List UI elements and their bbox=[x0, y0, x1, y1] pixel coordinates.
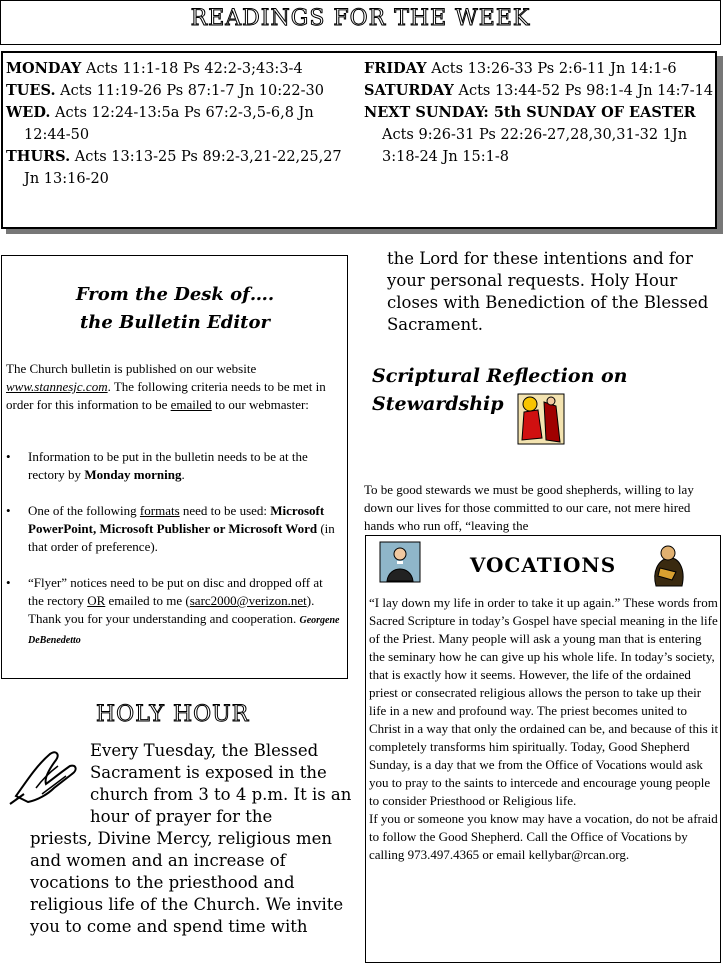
readings-right-column bbox=[364, 58, 714, 168]
reading-monday bbox=[6, 58, 356, 80]
praying-hands-icon bbox=[6, 744, 88, 810]
bullet-item-flyer bbox=[6, 574, 341, 650]
website-link[interactable]: www.stannesjc.com bbox=[6, 379, 108, 394]
editor-intro bbox=[6, 360, 339, 414]
reading-next-sunday bbox=[364, 102, 714, 168]
reading-day: SATURDAY bbox=[364, 82, 454, 99]
editor-heading bbox=[40, 281, 310, 337]
bullet-item-formats bbox=[6, 502, 341, 556]
praying-figure-icon bbox=[516, 392, 566, 446]
reflection-title: Scriptural Reflection on Stewardship bbox=[372, 365, 628, 415]
reading-day: THURS. bbox=[6, 148, 71, 165]
editor-signature: Georgene DeBenedetto bbox=[28, 615, 340, 646]
holy-hour-title: HOLY HOUR bbox=[96, 702, 250, 727]
reading-thursday bbox=[6, 146, 356, 190]
text: ). bbox=[306, 593, 315, 608]
text: need to be used: bbox=[179, 503, 271, 518]
text: Monday morning bbox=[84, 467, 182, 482]
reading-day: TUES. bbox=[6, 82, 56, 99]
page-title: READINGS FOR THE WEEK bbox=[190, 6, 531, 31]
reading-tuesday bbox=[6, 80, 356, 102]
reading-text: Acts 11:19-26 Ps 87:1-7 Jn 10:22-30 bbox=[55, 83, 324, 99]
vocations-contact-paragraph: If you or someone you know may have a vocation, do not be afraid to follow the Good Shepherd. Call the Office of Vocations by calling 973.497.4365 or email kellybar@rcan.org. bbox=[369, 811, 718, 862]
reading-text: Acts 12:24-13:5a Ps 67:2-3,5-6,8 Jn 12:44-50 bbox=[24, 105, 314, 143]
text: . bbox=[181, 467, 185, 482]
saint-icon bbox=[648, 542, 688, 588]
text: “Flyer” notices need to be put on disc and dropped off at the rectory bbox=[28, 575, 323, 608]
bullet-icon: • bbox=[6, 503, 11, 518]
reading-saturday bbox=[364, 80, 714, 102]
readings-left-column bbox=[6, 58, 356, 190]
reading-day: MONDAY bbox=[6, 60, 82, 77]
underlined-word: formats bbox=[139, 503, 180, 518]
editor-heading-line2: the Bulletin Editor bbox=[79, 312, 270, 333]
reading-text: Acts 13:26-33 Ps 2:6-11 Jn 14:1-6 bbox=[426, 61, 677, 77]
reading-text: Acts 13:13-25 Ps 89:2-3,21-22,25,27 Jn 13:16-20 bbox=[24, 149, 342, 187]
reading-wednesday bbox=[6, 102, 356, 146]
text: (in that order of preference). bbox=[28, 521, 335, 554]
text: One of the following bbox=[28, 503, 140, 518]
text: Information to be put in the bulletin needs to be at the rectory by bbox=[28, 449, 308, 482]
text: The Church bulletin is published on our website bbox=[6, 361, 257, 376]
reading-text: Acts 9:26-31 Ps 22:26-27,28,30,31-32 1Jn 3:18-24 Jn 15:1-8 bbox=[382, 127, 688, 165]
email-link[interactable]: sarc2000@verizon.net bbox=[189, 593, 307, 608]
editor-heading-line1: From the Desk of…. bbox=[75, 284, 275, 305]
holy-hour-text-bottom: priests, Divine Mercy, religious men and women and an increase of vocations to the priesthood and religious life of the Church. We invite you to come and spend time with bbox=[30, 829, 344, 936]
bullet-icon: • bbox=[6, 575, 11, 590]
vocations-title: VOCATIONS bbox=[469, 553, 617, 577]
reading-day: WED. bbox=[6, 104, 51, 121]
reading-text: Acts 11:1-18 Ps 42:2-3;43:3-4 bbox=[81, 61, 303, 77]
bullet-item-deadline bbox=[6, 448, 341, 484]
vocations-text bbox=[369, 594, 719, 864]
thanks-text: Thank you for your understanding and cooperation. bbox=[28, 611, 297, 626]
vocations-paragraph: “I lay down my life in order to take it up again.” These words from Sacred Scripture in today’s Gospel have special meaning in the life of the Priest. Many people will ask a young man that is entering the seminary how he can give up his whole life. In today’s society, that is exactly how it seems. However, the life of the ordained priest or consecrated religious allows the person to take up their life in a new and profound way. The priest becomes united to Christ in a way that only the ordained can be, and because of this it completely transforms him spiritually. Today, Good Shepherd Sunday, is a day that we from the Office of Vocations would ask you to pray to the saints to intercede and encourage young people to consider Priesthood or Religious life. bbox=[369, 595, 719, 808]
underlined-word: emailed bbox=[170, 397, 212, 412]
bullet-icon: • bbox=[6, 449, 11, 464]
reflection-text: To be good stewards we must be good shepherds, willing to lay down our lives for those committed to our care, not mere hired hands who run off, “leaving the bbox=[364, 482, 694, 533]
reading-friday bbox=[364, 58, 714, 80]
text: to our webmaster: bbox=[211, 397, 309, 412]
priest-icon bbox=[379, 541, 421, 583]
reading-day: NEXT SUNDAY: 5th SUNDAY OF EASTER bbox=[364, 104, 696, 121]
underlined-word: OR bbox=[87, 593, 106, 608]
text: . The following criteria needs to be met in order for this information to be bbox=[6, 379, 326, 412]
text: emailed to me ( bbox=[105, 593, 190, 608]
text: Microsoft PowerPoint, Microsoft Publisher or Microsoft Word bbox=[28, 503, 325, 536]
holy-hour-continuation: the Lord for these intentions and for your personal requests. Holy Hour closes with Benediction of the Blessed Sacrament. bbox=[387, 249, 709, 334]
holy-hour-text-top: Every Tuesday, the Blessed Sacrament is exposed in the church from 3 to 4 p.m. It is an hour of prayer for the bbox=[90, 741, 352, 826]
reading-day: FRIDAY bbox=[364, 60, 427, 77]
reading-text: Acts 13:44-52 Ps 98:1-4 Jn 14:7-14 bbox=[453, 83, 714, 99]
